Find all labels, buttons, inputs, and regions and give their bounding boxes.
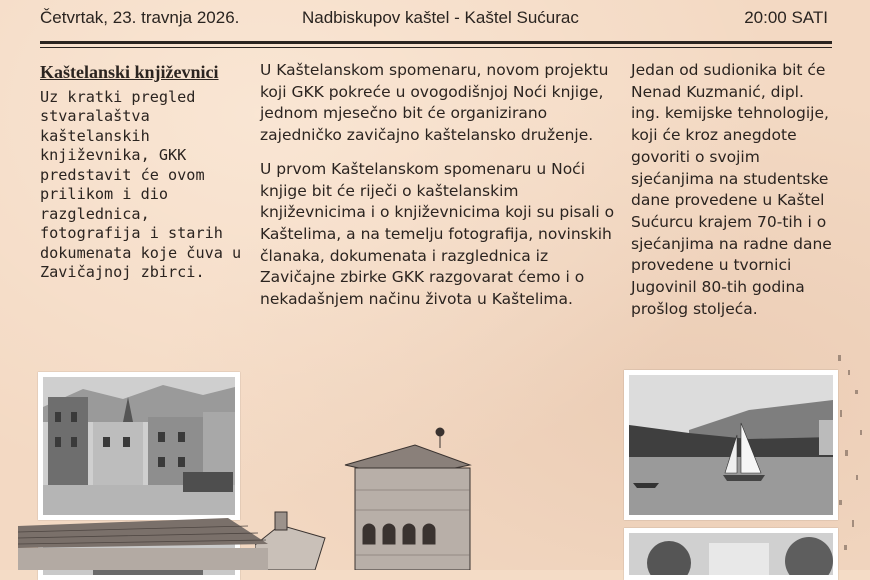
photo-harbour xyxy=(624,370,838,520)
column-participant xyxy=(631,60,836,332)
paragraph-intro: U Kaštelanskom spomenaru, novom projektu koji GKK pokreće u ovogodišnjoj Noći knjige, jednom mjesečno bit će organizirano zajedničko zavičajno kaštelansko druženje. xyxy=(260,61,609,145)
section-title: Kaštelanski književnici xyxy=(40,62,219,82)
paragraph-participant: Jedan od sudionika bit će Nenad Kuzmanić, dipl. ing. kemijske tehnologije, koji će kroz anegdote govoriti o svojim sjećanjima na studentske dane provedene u Kaštel Sućurcu krajem 70-tih i o sjećanjima na radne dane provedene u tvornici Jugovinil 80-tih godina prošlog stoljeća. xyxy=(631,61,832,318)
photo-bottom-right xyxy=(624,528,838,580)
edge-texture xyxy=(830,350,870,570)
photo-old-street xyxy=(38,372,240,520)
event-date: Četvrtak, 23. travnja 2026. xyxy=(40,8,240,27)
column-project xyxy=(260,60,615,323)
header-rule-thin xyxy=(40,47,832,48)
header-bar xyxy=(40,0,832,44)
event-location: Nadbiskupov kaštel - Kaštel Sućurac xyxy=(302,8,579,27)
rooftops-illustration xyxy=(18,514,358,570)
column-writers xyxy=(40,62,250,283)
paragraph-details: U prvom Kaštelanskom spomenaru u Noći knjige bit će riječi o kaštelanskim književnicima i o književnicima koji su pisali o Kaštelima, a na temelju fotografija, novinskih članaka, dokumenata i razglednica iz Zavičajne zbirke GKK razgovarat ćemo i o nekadašnjem načinu života u Kaštelima. xyxy=(260,159,615,309)
header-rule-thick xyxy=(40,41,832,44)
section-text: Uz kratki pregled stvaralaštva kaštelanskih književnika, GKK predstavit će ovom prilikom i dio razglednica, fotografija i starih dokumenata koje čuva u Zavičajnoj zbirci. xyxy=(40,87,242,282)
event-time: 20:00 SATI xyxy=(744,8,828,27)
